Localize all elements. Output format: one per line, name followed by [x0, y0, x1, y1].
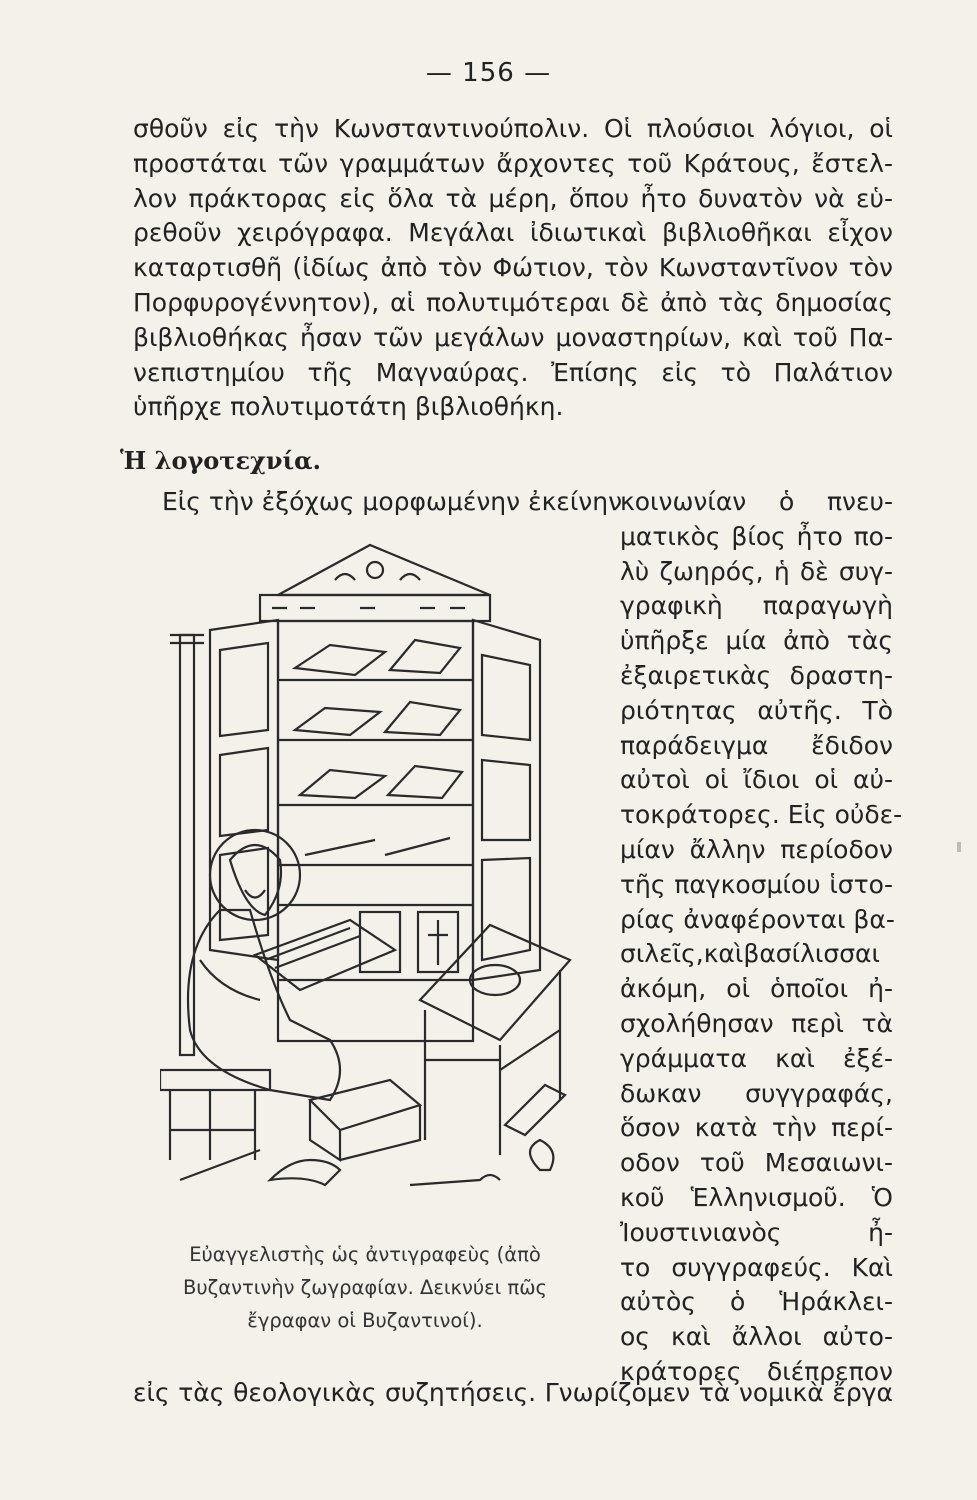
text-line: καταρτισθῆ (ἰδίως ἀπὸ τὸν Φώτιον, τὸν Κωνσταντῖνον τὸν	[133, 253, 893, 283]
text-line: οδον τοῦ Μεσαιωνι-	[620, 1148, 893, 1178]
text-line: σχολήθησαν περὶ τὰ	[620, 1008, 893, 1038]
text-line: το συγγραφεύς. Καὶ	[620, 1252, 893, 1282]
text-line: προστάται τῶν γραμμάτων ἄρχοντες τοῦ Κράτους, ἔστελ-	[133, 148, 893, 178]
top-paragraph	[133, 112, 893, 425]
text-line: σθοῦν εἰς τὴν Κωνσταντινούπολιν. Οἱ πλούσιοι λόγιοι, οἱ	[133, 114, 893, 143]
text-line: σιλεῖς,καὶβασίλισσαι	[620, 939, 880, 969]
lead-line: Εἰς τὴν ἐξόχως μορφωμένην ἐκείνην	[162, 487, 623, 516]
section-heading: Ἡ λογοτεχνία.	[120, 446, 321, 475]
text-line: λον πράκτορας εἰς ὅλα τὰ μέρη, ὅπου ἦτο δυνατὸν νὰ εὑ-	[133, 183, 893, 213]
text-line: γράμματα καὶ ἐξέ-	[620, 1043, 893, 1073]
text-line: τοκράτορες. Εἰς οὐδε-	[620, 800, 903, 830]
text-line: αὐτοὶ οἱ ἴδιοι οἱ αὐ-	[620, 765, 893, 795]
side-column	[620, 485, 903, 1390]
text-line: γραφικὴ παραγωγὴ	[620, 591, 893, 621]
caption-line: Εὐαγγελιστὴς ὡς ἀντιγραφεὺς (ἀπὸ	[189, 1243, 541, 1266]
text-line: τῆς παγκοσμίου ἱστο-	[620, 869, 893, 899]
text-line: κοινωνίαν ὁ πνευ-	[620, 487, 893, 516]
final-text-line: εἰς τὰς θεολογικὰς συζητήσεις. Γνωρίζομεν τὰ νομικὰ ἔργα	[133, 1378, 893, 1407]
text-line: νεπιστημίου τῆς Μαγναύρας. Ἐπίσης εἰς τὸ Παλάτιον	[133, 357, 893, 387]
text-line: ὑπῆρξε μία ἀπὸ τὰς	[620, 626, 893, 656]
text-line: ρεθοῦν χειρόγραφα. Μεγάλαι ἰδιωτικαὶ βιβλιοθῆκαι εἶχον	[133, 218, 893, 248]
text-line: κοῦ Ἑλληνισμοῦ. Ὁ	[620, 1182, 893, 1212]
text-line: αὐτὸς ὁ Ἡράκλει-	[620, 1287, 893, 1317]
text-line: ριότητας αὐτῆς. Τὸ	[620, 695, 893, 725]
text-line: λὺ ζωηρός, ἡ δὲ συγ-	[620, 556, 893, 586]
text-line: μίαν ἄλλην περίοδον	[620, 834, 893, 864]
text-line: βιβλιοθήκας ἦσαν τῶν μεγάλων μοναστηρίων, καὶ τοῦ Πα-	[133, 322, 893, 352]
figure-caption	[140, 1238, 590, 1337]
caption-line: ἔγραφαν οἱ Βυζαντινοί).	[247, 1309, 483, 1332]
text-line: κράτορες διέπρεπον	[620, 1356, 893, 1386]
text-line: Ἰουστινιανὸς ἦ-	[620, 1217, 893, 1247]
text-line: ματικὸς βίος ἦτο πο-	[620, 521, 893, 551]
text-line: ἐξαιρετικὰς δραστη-	[620, 660, 893, 690]
caption-line: Βυζαντινὴν ζωγραφίαν. Δεικνύει πῶς	[182, 1276, 547, 1299]
text-line: ος καὶ ἄλλοι αὐτο-	[620, 1322, 893, 1352]
text-line: ὑπῆρχε πολυτιμοτάτη βιβλιοθήκη.	[133, 392, 564, 422]
evangelist-scribe-illustration	[160, 540, 590, 1230]
text-line: Πορφυρογέννητον), αἱ πολυτιμότεραι δὲ ἀπὸ τὰς δημοσίας	[133, 287, 893, 317]
text-line: ρίας ἀναφέρονται βα-	[620, 904, 895, 934]
text-line: δωκαν συγγραφάς,	[620, 1078, 893, 1108]
page-speck	[957, 842, 961, 852]
page-number: — 156 —	[425, 58, 552, 88]
text-line: παράδειγμα ἔδιδον	[620, 730, 893, 760]
text-line: ἀκόμη, οἱ ὁποῖοι ἠ-	[620, 974, 893, 1004]
text-line: ὅσον κατὰ τὴν περί-	[620, 1113, 893, 1143]
